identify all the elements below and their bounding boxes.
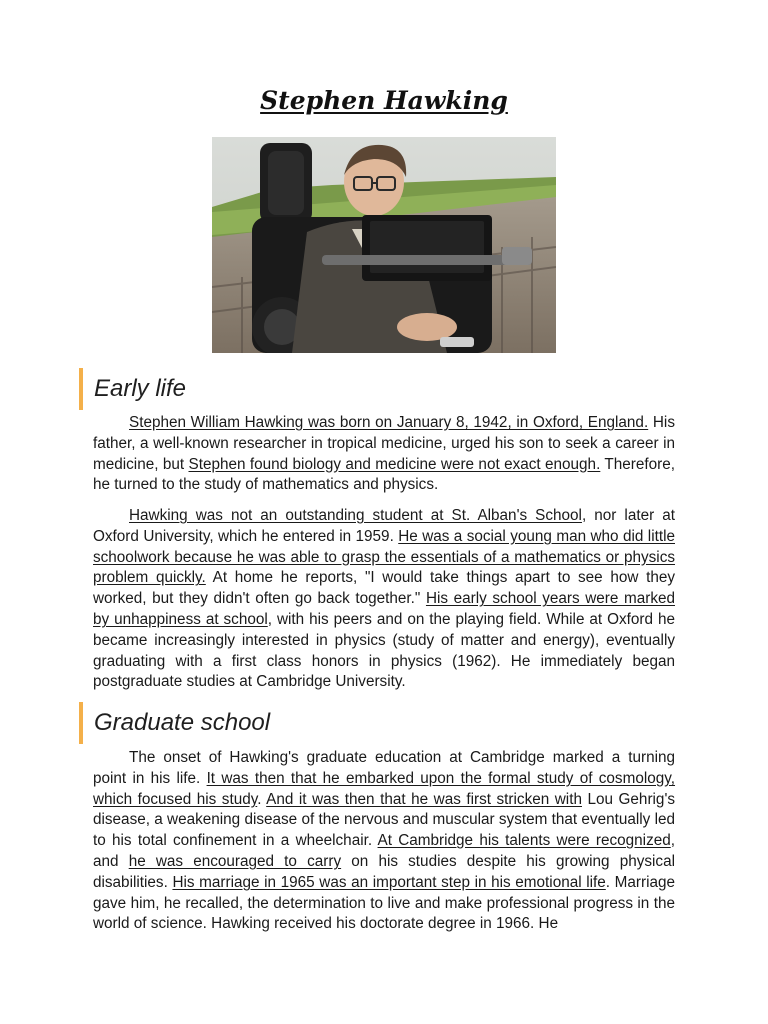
text-run: The onset of Hawking's graduate education at Cambridge marked a turning point in his life.	[93, 749, 675, 787]
text-run: Lou Gehrig's disease, a weakening disease of the nervous and muscular system that eventually led to his total confinement in a wheelchair.	[93, 790, 676, 850]
text-run: His marriage in 1965 was an important step in his emotional life	[172, 873, 606, 891]
paragraph	[93, 748, 675, 935]
text-run: , nor later at Oxford University, which he entered in 1959.	[93, 507, 675, 545]
text-run: It was then that he embarked upon the formal study of cosmology, which focused his study	[93, 769, 676, 808]
text-run: His early school years were marked by unhappiness at school	[93, 590, 675, 628]
text-run: He was a social young man who did little schoolwork because he was able to grasp the essentials of a mathematics or physics problem quickly.	[93, 527, 675, 587]
portrait-photo	[212, 137, 556, 353]
text-run: on his studies despite his growing physical disabilities.	[93, 852, 675, 891]
text-run: Therefore, he turned to the study of mathematics and physics.	[93, 455, 676, 494]
text-run: , and	[93, 832, 675, 870]
text-run: And it was then that he was first stricken with	[266, 790, 582, 808]
text-run: , with his peers and on the playing field. While at Oxford he became increasingly interested in physics (study of matter and energy), eventually graduating with a first class honors in physics (1962). He immediately began postgraduate studies at Cambridge University.	[93, 610, 675, 691]
text-run: His father, a well-known researcher in tropical medicine, urged his son to seek a career in medicine, but	[93, 414, 675, 473]
section-heading-graduate-school: Graduate school	[79, 702, 270, 744]
text-run: At Cambridge his talents were recognized	[377, 832, 671, 850]
paragraph	[93, 506, 675, 693]
text-run: Stephen William Hawking was born on January 8, 1942, in Oxford, England.	[129, 414, 649, 431]
text-run: At home he reports, "I would take things apart to see how they worked, but they didn't often go back together."	[93, 569, 675, 608]
text-run: Stephen found biology and medicine were not exact enough.	[188, 455, 601, 473]
text-run: . Marriage gave him, he recalled, the determination to live and make professional progress in the world of science. Hawking received his doctorate degree in 1966. He	[93, 873, 676, 933]
section-heading-early-life: Early life	[79, 368, 186, 410]
paragraph	[93, 413, 675, 496]
text-run: Hawking was not an outstanding student at St. Alban's School	[129, 507, 582, 524]
text-run: .	[257, 790, 267, 808]
page-title: Stephen Hawking	[260, 86, 508, 115]
text-run: he was encouraged to carry	[128, 852, 342, 870]
